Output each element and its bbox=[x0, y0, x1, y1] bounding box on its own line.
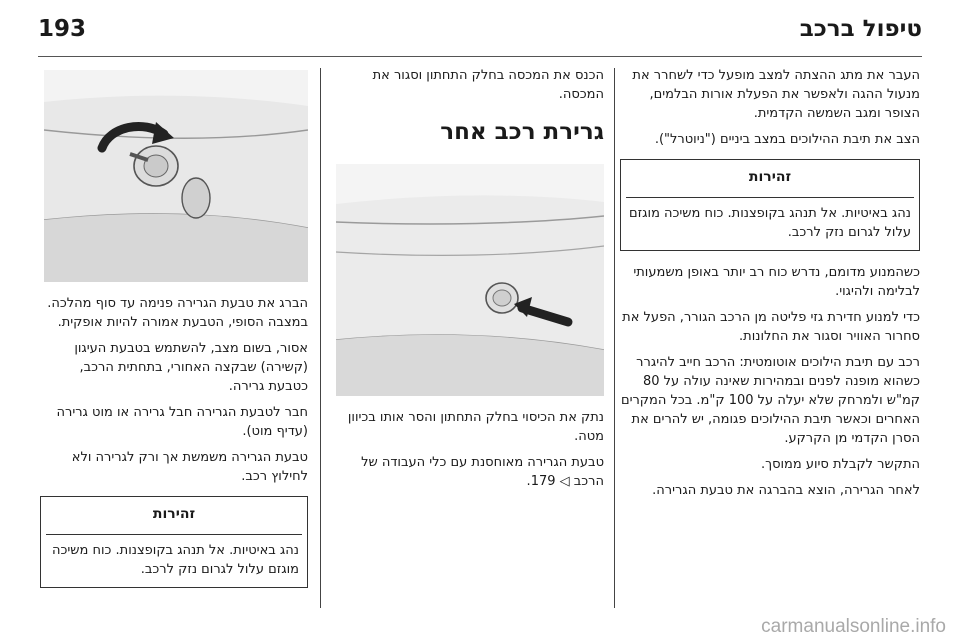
paragraph: רכב עם תיבת הילוכים אוטומטית: הרכב חייב להיגרר כשהוא מופנה לפנים ובמהירות שאינה עולה על 80 קמ"ש ולמרחק שלא יעלה על 100 ק"מ. בכל המקרים האחרים וכאשר תיבת ההילוכים פגומה, יש להרים את הסרן הקדמי מן הקרקע. bbox=[620, 355, 920, 446]
warning-box bbox=[620, 159, 920, 251]
watermark-text: carmanualsonline.info bbox=[761, 616, 946, 637]
bumper-cover-illustration bbox=[336, 164, 604, 396]
page-header bbox=[38, 14, 922, 54]
tow-eye-drawing bbox=[44, 70, 308, 282]
header-rule bbox=[38, 56, 922, 57]
tow-eye-illustration bbox=[44, 70, 308, 282]
warning-box bbox=[40, 496, 308, 588]
paragraph: נתק את הכיסוי בחלק התחתון והסר אותו בכיוון מטה. bbox=[347, 410, 604, 444]
warning-title: זהירות bbox=[152, 506, 196, 522]
bumper-cover-drawing bbox=[336, 164, 604, 396]
column-divider-right bbox=[614, 68, 615, 608]
paragraph: הברג את טבעת הגרירה פנימה עד סוף מהלכה. במצבה הסופי, הטבעת אמורה להיות אופקית. bbox=[47, 296, 308, 330]
paragraph: טבעת הגרירה משמשת אך ורק לגרירה ולא לחילוץ רכב. bbox=[71, 450, 308, 484]
middle-column bbox=[336, 66, 604, 498]
paragraph: אסור, בשום מצב, להשתמש בטבעת העיגון (קשירה) שבקצה האחורי, בתחתית הרכב, כטבעת גרירה. bbox=[74, 341, 308, 394]
page-number: 193 bbox=[38, 16, 87, 42]
paragraph: העבר את מתג ההצתה למצב מופעל כדי לשחרר את מנעול ההגה ולאפשר את הפעלת אורות הבלמים, הצופר ומגב השמשה הקדמית. bbox=[632, 68, 920, 121]
warning-text: נהג באיטיות. אל תנהג בקופצנות. כוח משיכה מוגזם עלול לגרום נזק לרכב. bbox=[52, 543, 299, 577]
section-heading: גרירת רכב אחר bbox=[440, 119, 604, 145]
right-column bbox=[620, 66, 920, 507]
paragraph: לאחר הגרירה, הוצא בהברגה את טבעת הגרירה. bbox=[652, 483, 920, 498]
chapter-title: טיפול ברכב bbox=[799, 16, 922, 42]
paragraph: חבר לטבעת הגרירה חבל גרירה או מוט גרירה (עדיף מוט). bbox=[56, 405, 308, 439]
paragraph: כשהמנוע מדומם, נדרש כוח רב יותר באופן משמעותי לבלימה ולהיגוי. bbox=[633, 265, 920, 299]
warning-title: זהירות bbox=[748, 169, 792, 185]
paragraph: הצב את תיבת ההילוכים במצב ביניים ("ניוטרל"). bbox=[654, 132, 920, 147]
paragraph: טבעת הגרירה מאוחסנת עם כלי העבודה של הרכב ◁ 179. bbox=[361, 455, 604, 489]
warning-text: נהג באיטיות. אל תנהג בקופצנות. כוח משיכה מוגזם עלול לגרום נזק לרכב. bbox=[629, 206, 911, 240]
left-column bbox=[40, 70, 308, 600]
paragraph: כדי למנוע חדירת גזי פליטה מן הרכב הגורר, הפעל את סחרור האוויר וסגור את החלונות. bbox=[622, 310, 920, 344]
column-divider-left bbox=[320, 68, 321, 608]
paragraph: הכנס את המכסה בחלק התחתון וסגור את המכסה. bbox=[372, 68, 604, 102]
paragraph: התקשר לקבלת סיוע ממוסך. bbox=[760, 457, 920, 472]
